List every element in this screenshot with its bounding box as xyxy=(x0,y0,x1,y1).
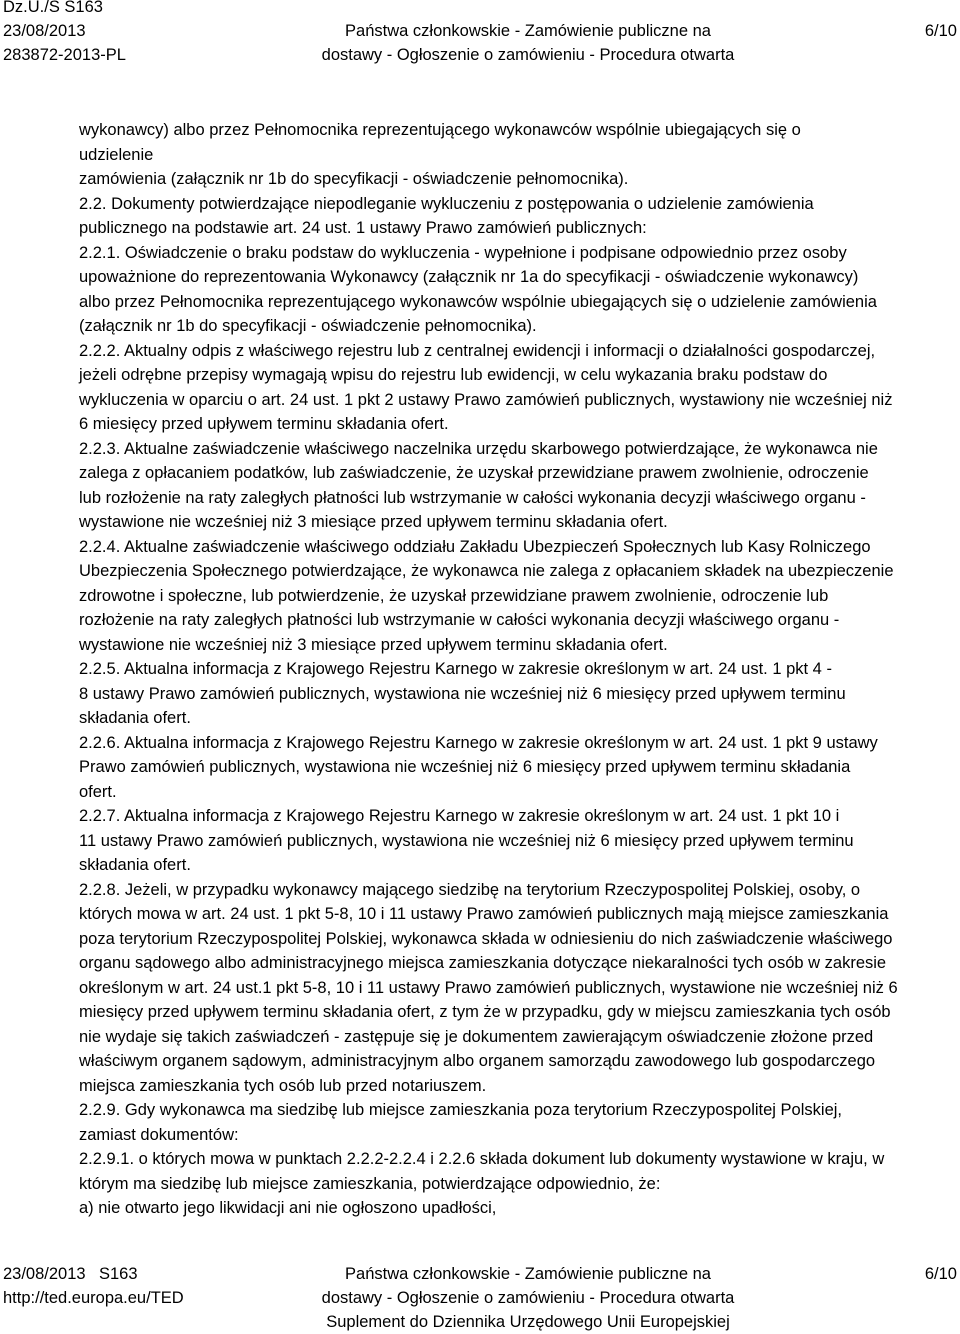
body-text-line: 2.2.2. Aktualny odpis z właściwego rejestru lub z centralnej ewidencji i informacji o działalności gospodarczej, xyxy=(79,341,876,360)
footer-supplement: Suplement do Dziennika Urzędowego Unii Europejskiej xyxy=(326,1313,730,1331)
body-text-line: zalega z opłacaniem podatków, lub zaświadczenie, że uzyskał przewidziane prawem zwolnienie, odroczenie xyxy=(79,464,869,482)
footer-url: http://ted.europa.eu/TED xyxy=(3,1289,184,1307)
body-text-line: 11 ustawy Prawo zamówień publicznych, wystawiona nie wcześniej niż 6 miesięcy przed upływem terminu xyxy=(79,831,854,850)
body-text-line: 2.2.8. Jeżeli, w przypadku wykonawcy mającego siedzibę na terytorium Rzeczypospolitej Polskiej, osoby, o xyxy=(79,880,861,899)
body-text-line: 2.2.3. Aktualne zaświadczenie właściwego naczelnika urzędu skarbowego potwierdzające, że wykonawca nie xyxy=(79,439,878,458)
body-text-line: organu sądowego albo administracyjnego miejsca zamieszkania dotyczące niekaralności tych osób w zakresie xyxy=(79,954,887,972)
footer-page-number: 6/10 xyxy=(924,1265,957,1283)
footer-issue: S163 xyxy=(99,1265,138,1283)
body-text-line: 2.2.4. Aktualne zaświadczenie właściwego oddziału Zakładu Ubezpieczeń Społecznych lub Kasy Rolniczego xyxy=(79,537,871,556)
header-journal-ref: Dz.U./S S163 xyxy=(3,0,103,16)
body-text-line: jeżeli odrębne przepisy wymagają wpisu do rejestru lub ewidencji, w celu wykazania braku podstaw do xyxy=(79,366,828,384)
body-text-line: poza terytorium Rzeczypospolitej Polskiej, wykonawca składa w odniesieniu do nich zaświadczenie właściwego xyxy=(79,929,893,948)
body-text-line: (załącznik nr 1b do specyfikacji - oświadczenie pełnomocnika). xyxy=(79,317,537,335)
page-footer xyxy=(0,1262,960,1334)
body-text-line: zamówienia (załącznik nr 1b do specyfikacji - oświadczenie pełnomocnika). xyxy=(79,170,629,188)
body-text-line: którym ma siedzibę lub miejsce zamieszkania, potwierdzające odpowiednio, że: xyxy=(79,1174,661,1193)
body-text-line: lub rozłożenie na raty zaległych płatności lub wstrzymanie w całości wykonania decyzji właściwego organu - xyxy=(79,488,866,507)
body-text-line: 2.2.7. Aktualna informacja z Krajowego Rejestru Karnego w zakresie określonym w art. 24 ust. 1 pkt 10 i xyxy=(79,807,840,825)
header-reference xyxy=(3,0,126,67)
body-text-line: albo przez Pełnomocnika reprezentującego wykonawców wspólnie ubiegających się o udzielenie zamówienia xyxy=(79,292,877,311)
body-text-line: Ubezpieczenia Społecznego potwierdzające, że wykonawca nie zalega z opłacaniem składek na ubezpieczenie xyxy=(79,562,894,580)
body-text-line: 2.2.6. Aktualna informacja z Krajowego Rejestru Karnego w zakresie określonym w art. 24 ust. 1 pkt 9 ustawy xyxy=(79,733,878,752)
document-body xyxy=(79,118,959,1221)
body-text-line: określonym w art. 24 ust.1 pkt 5-8, 10 i 11 ustawy Prawo zamówień publicznych, wystawione nie wcześniej niż 6 xyxy=(79,978,898,997)
body-text-line: właściwym organem sądowym, administracyjnym albo organem samorządu zawodowego lub gospodarczego xyxy=(79,1052,876,1070)
body-text-line: 2.2. Dokumenty potwierdzające niepodleganie wykluczeniu z postępowania o udzielenie zamówienia xyxy=(79,194,814,213)
body-text-line: 2.2.9.1. o których mowa w punktach 2.2.2-2.2.4 i 2.2.6 składa dokument lub dokumenty wystawione w kraju, w xyxy=(79,1150,885,1168)
body-text-line: 2.2.1. Oświadczenie o braku podstaw do wykluczenia - wypełnione i podpisane odpowiednio przez osoby xyxy=(79,243,847,262)
body-text-line: wystawione nie wcześniej niż 3 miesiące przed upływem terminu składania ofert. xyxy=(79,513,668,531)
page-header xyxy=(0,0,960,70)
body-text-line: miejsca zamieszkania tych osób lub przed notariuszem. xyxy=(79,1076,487,1095)
footer-title-line-1: Państwa członkowskie - Zamówienie publiczne na xyxy=(345,1265,711,1283)
body-text-line: których mowa w art. 24 ust. 1 pkt 5-8, 10 i 11 ustawy Prawo zamówień publicznych mają miejsce zamieszkania xyxy=(79,905,889,923)
body-text-line: Prawo zamówień publicznych, wystawiona nie wcześniej niż 6 miesięcy przed upływem terminu składania xyxy=(79,758,851,776)
body-text-line: zamiast dokumentów: xyxy=(79,1125,239,1144)
body-text-line: 6 miesięcy przed upływem terminu składania ofert. xyxy=(79,415,449,433)
body-text-line: 8 ustawy Prawo zamówień publicznych, wystawiona nie wcześniej niż 6 miesięcy przed upływem terminu xyxy=(79,684,846,703)
body-text-line: nie wydaje się takich zaświadczeń - zastępuje się je dokumentem zawierającym oświadczenie złożone przed xyxy=(79,1027,874,1046)
body-text-line: miesięcy przed upływem terminu składania ofert, z tym że w przypadku, gdy w miejscu zamieszkania tych osób xyxy=(79,1003,891,1021)
body-text-line: składania ofert. xyxy=(79,709,191,727)
body-text-line: publicznego na podstawie art. 24 ust. 1 ustawy Prawo zamówień publicznych: xyxy=(79,219,647,237)
body-text-line: rozłożenie na raty zaległych płatności lub wstrzymanie w całości wykonania decyzji właściwego organu - xyxy=(79,611,840,629)
header-page-number-box xyxy=(925,0,957,43)
header-title-line-2: dostawy - Ogłoszenie o zamówieniu - Procedura otwarta xyxy=(321,46,735,64)
body-text-line: upoważnione do reprezentowania Wykonawcy (załącznik nr 1a do specyfikacji - oświadczenie wykonawcy) xyxy=(79,268,859,286)
footer-reference xyxy=(3,1262,184,1310)
body-text-line: udzielenie xyxy=(79,145,154,164)
body-text-line: 2.2.5. Aktualna informacja z Krajowego Rejestru Karnego w zakresie określonym w art. 24 ust. 1 pkt 4 - xyxy=(79,660,832,678)
header-title-line-1: Państwa członkowskie - Zamówienie publiczne na xyxy=(345,22,711,40)
body-text-line: składania ofert. xyxy=(79,856,191,874)
body-text-line: zdrowotne i społeczne, lub potwierdzenie, że uzyskał przewidziane prawem zwolnienie, odroczenie lub xyxy=(79,586,829,605)
footer-page-number-box xyxy=(925,1262,957,1286)
body-text-line: 2.2.9. Gdy wykonawca ma siedzibę lub miejsce zamieszkania poza terytorium Rzeczypospolitej Polskiej, xyxy=(79,1101,842,1119)
footer-title xyxy=(258,1262,798,1334)
body-text-line: wykonawcy) albo przez Pełnomocnika reprezentującego wykonawców wspólnie ubiegających się o xyxy=(79,121,801,139)
body-text-line: wystawione nie wcześniej niż 3 miesiące przed upływem terminu składania ofert. xyxy=(79,635,668,654)
body-text-line: a) nie otwarto jego likwidacji ani nie ogłoszono upadłości, xyxy=(79,1199,497,1217)
header-notice-number: 283872-2013-PL xyxy=(3,46,126,64)
header-title xyxy=(258,0,798,67)
header-date: 23/08/2013 xyxy=(3,22,86,40)
body-text-line: ofert. xyxy=(79,782,117,801)
body-text-line: wykluczenia w oparciu o art. 24 ust. 1 pkt 2 ustawy Prawo zamówień publicznych, wystawiony nie wcześniej niż xyxy=(79,390,893,409)
header-page-number: 6/10 xyxy=(924,22,957,40)
footer-title-line-2: dostawy - Ogłoszenie o zamówieniu - Procedura otwarta xyxy=(321,1289,735,1307)
footer-date: 23/08/2013 xyxy=(3,1265,86,1283)
